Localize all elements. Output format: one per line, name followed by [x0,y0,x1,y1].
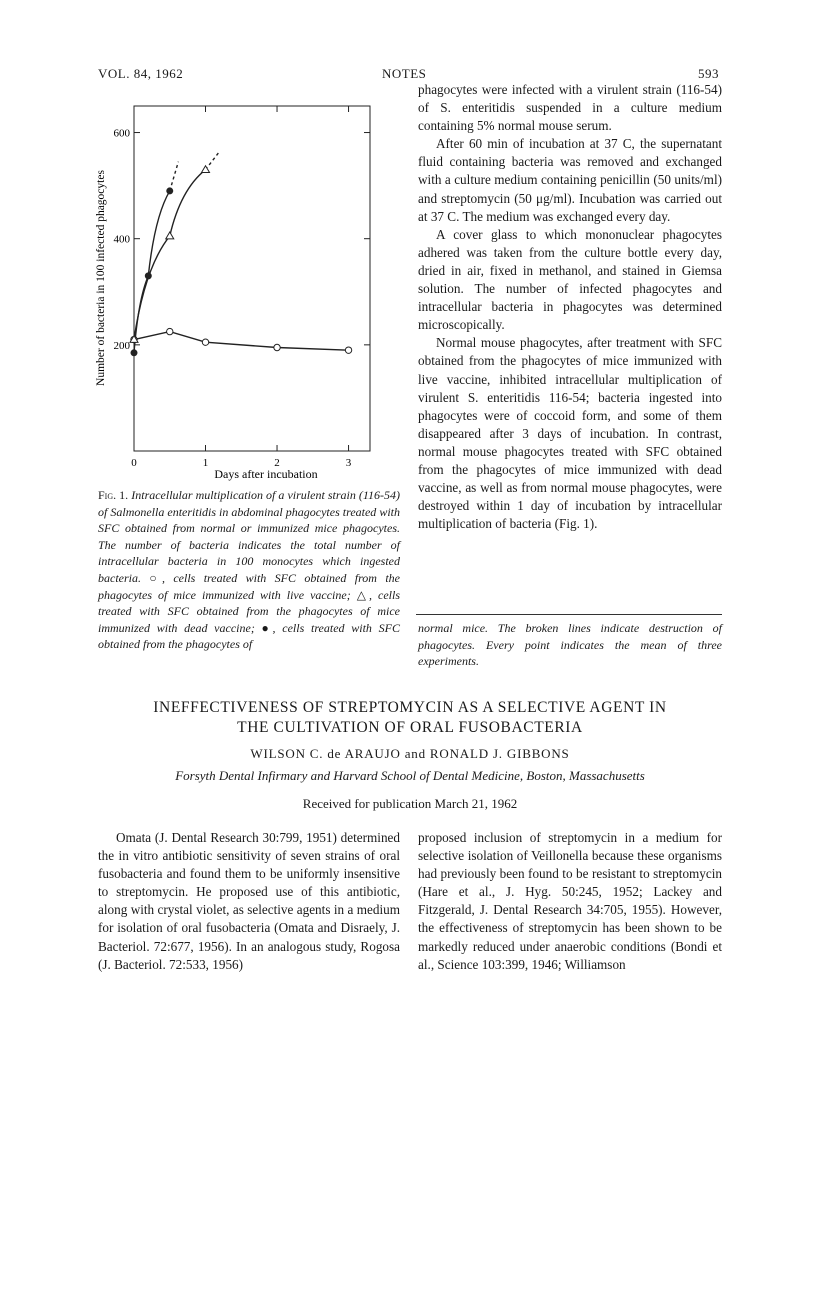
data-point-filled-circle [145,273,151,279]
paragraph: Normal mouse phagocytes, after treatment with SFC obtained from the phagocytes of mice immunized with live vaccine, inhibited intracellular multiplication of virulent S. enteritidis 116-54; bacteria ingested into phagocytes were of coccoid form, and some of them disappeared after 3 days of incubation. In contrast, normal mouse phagocytes treated with SFC obtained from the phagocytes of mice immunized with dead vaccine, as well as from normal mouse phagocytes, were destroyed within 1 day of incubation by intracellular multiplication of bacteria (Fig. 1). [418,335,722,532]
article-left-column [98,829,400,974]
paragraph: proposed inclusion of streptomycin in a medium for selective isolation of Veillonella because these organisms had previously been found to be resistant to streptomycin (Hare et al., J. Hyg. 50:245, 1952; Lackey and Fitzgerald, J. Dental Research 34:705, 1955). However, the effectiveness of streptomycin has been shown to be markedly reduced under anaerobic conditions (Bondi et al., Science 103:399, 1946; Williamson [418,830,722,972]
page-number: 593 [698,66,719,81]
y-tick-label: 200 [113,339,130,352]
y-axis-label: Number of bacteria in 100 infected phagocytes [95,170,107,386]
series-line [134,191,170,353]
series-line [134,170,206,340]
running-header-section: NOTES [382,66,427,81]
figure-label: Fig. 1. [98,488,129,502]
series-broken-line [206,151,220,170]
paragraph: phagocytes were infected with a virulent strain (116-54) of S. enteritidis suspended in a culture medium containing 5% normal mouse serum. [418,82,722,134]
article-authors: WILSON C. de ARAUJO and RONALD J. GIBBONS [250,746,570,761]
data-point-open-circle [167,328,173,334]
x-tick-label: 3 [345,457,352,469]
running-header-volume: VOL. 84, 1962 [98,66,184,81]
received-date: Received for publication March 21, 1962 [302,796,518,811]
article-title [98,698,722,738]
x-tick-label: 1 [202,457,209,469]
paragraph: Omata (J. Dental Research 30:799, 1951) determined the in vitro antibiotic sensitivity of seven strains of oral fusobacteria and found them to be uniformly insensitive to streptomycin. He proposed use of this antibiotic, along with crystal violet, as selective agents in a medium for isolation of oral fusobacteria (Omata and Disraely, J. Bacteriol. 72:677, 1956). In an analogous study, Rogosa (J. Bacteriol. 72:533, 1956) [98,830,400,972]
data-point-open-triangle [166,232,174,239]
figure-caption-text: Intracellular multiplication of a virulent strain (116-54) of Salmonella enteritidis in abdominal phagocytes treated with SFC obtained from normal or immunized mice phagocytes. The number of bacteria indicates the total number of intracellular bacteria in 100 monocytes which ingested bacteria. ○, cells treated with SFC obtained from the phagocytes of mice immunized with live vaccine; △, cells treated with SFC obtained from the phagocytes of mice immunized with dead vaccine; ●, cells treated with SFC obtained from the phagocytes of [98,488,400,652]
article-right-column [418,829,722,974]
x-tick-label: 0 [131,457,137,469]
figure-caption-continuation: normal mice. The broken lines indicate destruction of phagocytes. Every point indicates the mean of three experiments. [418,621,722,669]
paragraph: A cover glass to which mononuclear phagocytes adhered was taken from the culture bottle every day, dried in air, fixed in methanol, and stained in Giemsa solution. The number of infected phagocytes and intracellular bacteria in phagocytes was determined microscopically. [418,226,722,333]
paragraph: After 60 min of incubation at 37 C, the supernatant fluid containing bacteria was removed and exchanged with a culture medium containing penicillin (50 units/ml) and streptomycin (50 μg/ml). Incubation was carried out at 37 C. The medium was exchanged every day. [418,136,722,224]
article-title-line-2: THE CULTIVATION OF ORAL FUSOBACTERIA [237,719,583,736]
y-tick-label: 400 [113,233,130,246]
article-affiliation: Forsyth Dental Infirmary and Harvard School of Dental Medicine, Boston, Massachusetts [175,768,645,783]
data-point-open-triangle [202,166,210,173]
article-title-line-1: INEFFECTIVENESS OF STREPTOMYCIN AS A SELECTIVE AGENT IN [153,699,667,716]
x-tick-label: 2 [274,457,280,469]
data-point-open-circle [345,347,351,353]
right-column-text [418,81,722,533]
data-point-filled-circle [167,188,173,194]
y-tick-label: 600 [113,127,130,140]
x-axis-label: Days after incubation [214,467,318,481]
data-point-filled-circle [131,350,137,356]
figure-caption [98,487,400,653]
caption-divider [416,614,722,615]
series-broken-line [170,162,179,191]
data-point-open-circle [274,344,280,350]
data-point-open-circle [202,339,208,345]
series-line [134,332,349,351]
figure-1-chart [86,98,398,490]
